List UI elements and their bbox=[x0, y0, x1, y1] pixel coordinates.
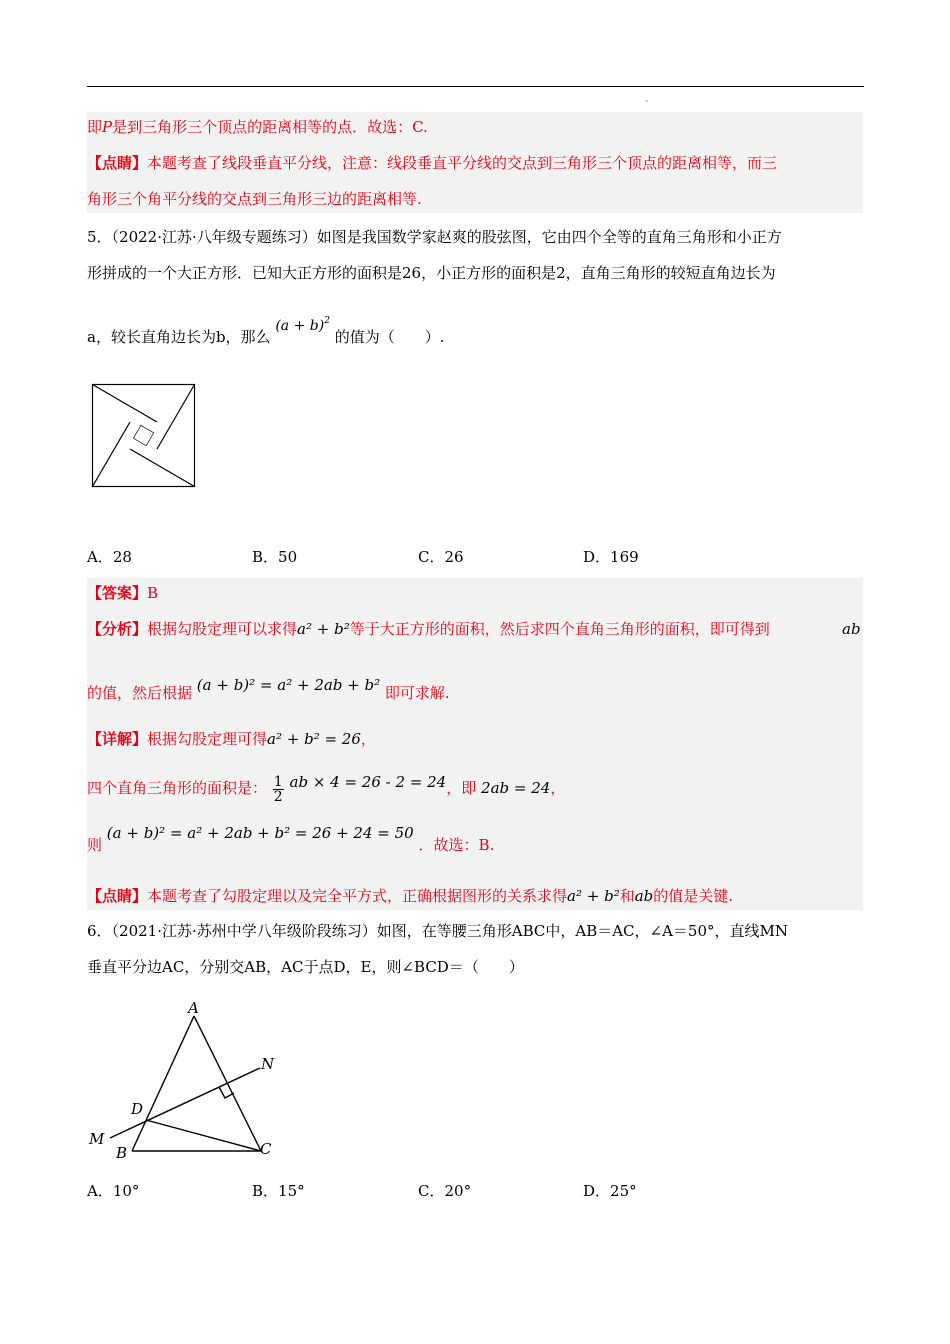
q5-stem-line3: a，较长直角边长为b，那么 $(a + b)^2$ 的值为（ ）. bbox=[87, 316, 445, 346]
q5-area-fraction: $\frac{1}{2}$ bbox=[273, 773, 283, 805]
q6-segment-cd bbox=[146, 1120, 261, 1151]
q6-label-b: B bbox=[116, 1144, 128, 1162]
header-rule bbox=[87, 86, 864, 87]
q6-label-a: A bbox=[188, 999, 199, 1017]
q5-option-c[interactable]: C．26 bbox=[418, 548, 464, 566]
q6-option-a[interactable]: A．10° bbox=[87, 1182, 140, 1200]
header-dot bbox=[646, 100, 648, 102]
prev-tip-line2: 角形三个角平分线的交点到三角形三边的距离相等. bbox=[87, 190, 422, 208]
q6-option-d[interactable]: D．25° bbox=[583, 1182, 637, 1200]
q5-tip: 【点睛】本题考查了勾股定理以及完全平方式，正确根据图形的关系求得a² + b²和ab的值是关键. bbox=[87, 887, 734, 905]
q5-answer: 【答案】B bbox=[87, 584, 159, 602]
q5-option-b[interactable]: B．50 bbox=[252, 548, 298, 566]
q5-option-d[interactable]: D．169 bbox=[583, 548, 639, 566]
prev-conclusion: 即P是到三角形三个顶点的距离相等的点．故选：C. bbox=[87, 118, 428, 136]
q5-figure bbox=[90, 382, 198, 490]
q5-detail: 【详解】根据勾股定理可得a² + b² = 26， bbox=[87, 730, 376, 748]
q5-analysis-line1: 【分析】根据勾股定理可以求得a² + b²等于大正方形的面积，然后求四个直角三角形的面积，即可得到 bbox=[87, 620, 770, 638]
q5-analysis-line2: 的值，然后根据 (a + b)² = a² + 2ab + b² 即可求解. bbox=[87, 676, 450, 702]
q6-label-c: C bbox=[260, 1140, 272, 1158]
prev-tip-line1: 【点睛】本题考查了线段垂直平分线，注意：线段垂直平分线的交点到三角形三个顶点的距离相等，而三 bbox=[87, 154, 778, 172]
q5-area: 四个直角三角形的面积是： $\frac{1}{2}$ ab × 4 = 26 - 2 = 24，即 2ab = 24， bbox=[87, 773, 566, 805]
q6-label-m: M bbox=[89, 1130, 105, 1148]
q6-option-c[interactable]: C．20° bbox=[418, 1182, 472, 1200]
q5-option-a[interactable]: A．28 bbox=[87, 548, 132, 566]
q5-inner-square bbox=[133, 425, 153, 445]
q6-stem-line1: 6．（2021·江苏·苏州中学八年级阶段练习）如图，在等腰三角形ABC中，AB＝AC，∠A＝50°，直线MN bbox=[87, 922, 789, 940]
q5-then: 则 (a + b)² = a² + 2ab + b² = 26 + 24 = 50 ．故选：B. bbox=[87, 824, 495, 854]
q6-label-d: D bbox=[131, 1100, 144, 1118]
q6-stem-line2: 垂直平分边AC，分别交AB，AC于点D，E，则∠BCD＝（ ） bbox=[87, 958, 524, 976]
q5-outer-square bbox=[93, 385, 195, 487]
q6-option-b[interactable]: B．15° bbox=[252, 1182, 305, 1200]
q5-stem-line2: 形拼成的一个大正方形．已知大正方形的面积是26，小正方形的面积是2，直角三角形的较短直角边长为 bbox=[87, 264, 776, 282]
q5-analysis-ab: ab bbox=[842, 620, 861, 638]
q6-label-n: N bbox=[261, 1055, 275, 1073]
q6-figure bbox=[86, 996, 286, 1164]
q5-stem-line1: 5．（2022·江苏·八年级专题练习）如图是我国数学家赵爽的股弦图，它由四个全等的直角三角形和小正方 bbox=[87, 228, 782, 246]
